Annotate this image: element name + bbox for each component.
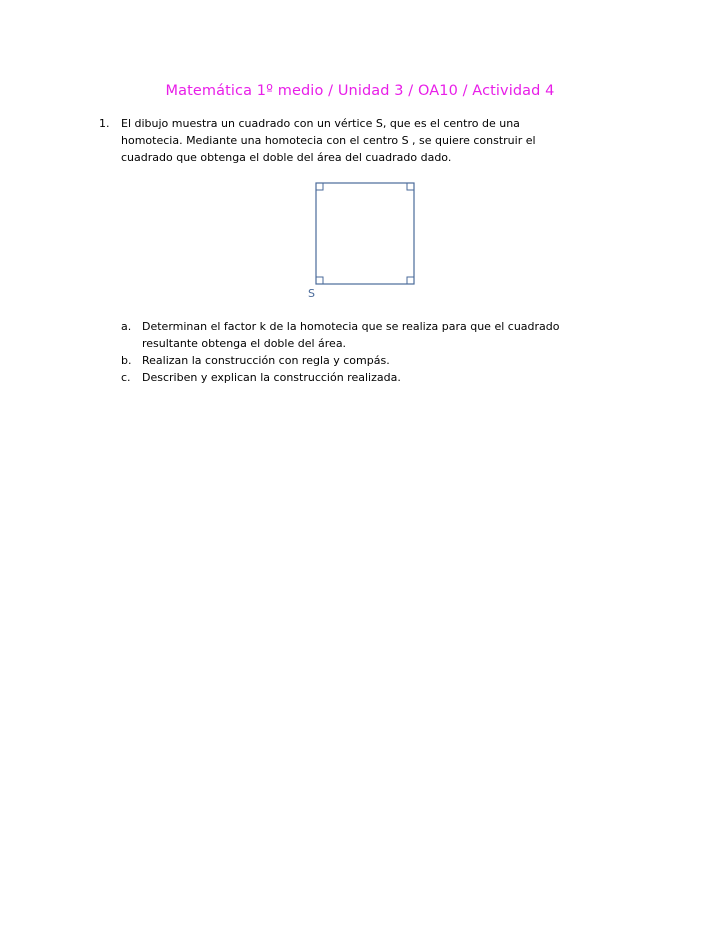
question-text: El dibujo muestra un cuadrado con un vértice S, que es el centro de una homotecia. Mediante una homotecia con el centro S , se quiere construir el cuadrado que obtenga el doble del área del cuadrado dado.	[121, 117, 536, 164]
sub-items-list	[121, 318, 601, 386]
sub-item-a	[121, 318, 601, 352]
right-angle-mark-top-right	[407, 183, 414, 190]
vertex-label-s: S	[308, 287, 315, 300]
sub-item-text: Determinan el factor k de la homotecia que se realiza para que el cuadrado resultante obtenga el doble del área.	[142, 320, 560, 350]
sub-item-letter: c.	[121, 371, 131, 384]
sub-item-letter: b.	[121, 354, 132, 367]
square-figure	[300, 175, 430, 305]
sub-item-text: Describen y explican la construcción realizada.	[142, 371, 401, 384]
right-angle-mark-bottom-left	[316, 277, 323, 284]
right-angle-mark-bottom-right	[407, 277, 414, 284]
sub-item-b	[121, 352, 601, 369]
sub-item-letter: a.	[121, 320, 132, 333]
sub-item-c	[121, 369, 601, 386]
page-title: Matemática 1º medio / Unidad 3 / OA10 / Actividad 4	[165, 83, 555, 99]
square-diagram	[300, 175, 430, 305]
question-number: 1.	[99, 117, 110, 130]
question-1	[99, 115, 579, 166]
sub-item-text: Realizan la construcción con regla y compás.	[142, 354, 390, 367]
square	[316, 183, 414, 284]
right-angle-mark-top-left	[316, 183, 323, 190]
